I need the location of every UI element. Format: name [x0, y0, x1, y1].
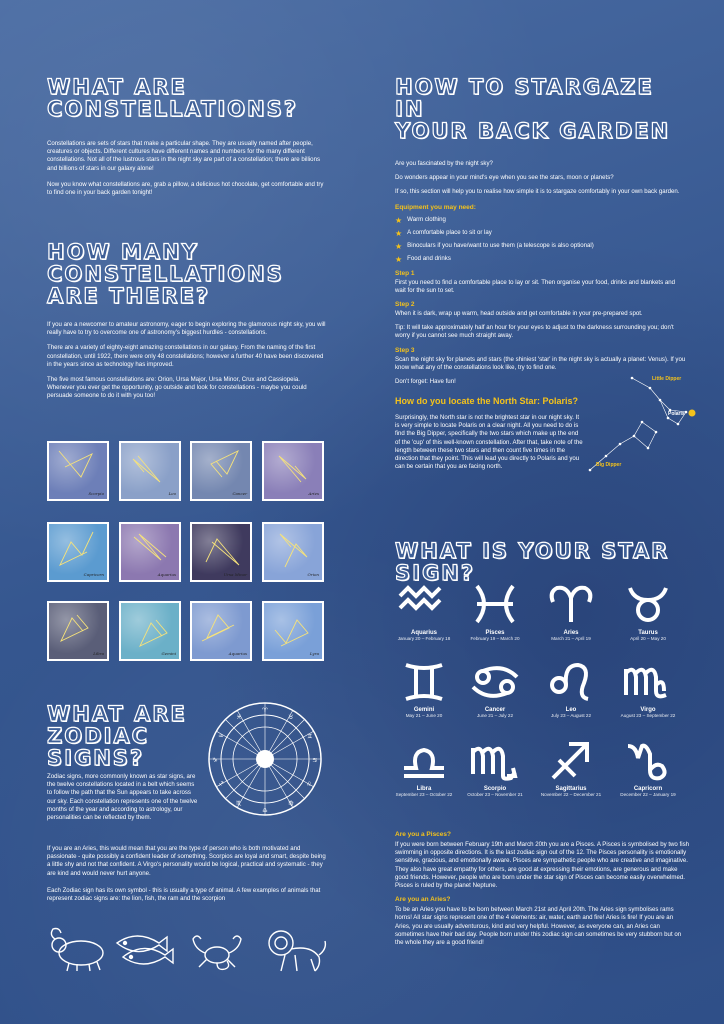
- equipment-item: ★ A comfortable place to sit or lay: [395, 228, 492, 238]
- polaris-label: Polaris: [668, 411, 685, 417]
- capricorn-icon: [620, 738, 676, 784]
- zodiac-paragraph-3: Each Zodiac sign has its own symbol - this is usually a type of animal. A few examples of animals that represent zodiac signs are: the lion, fish, the ram and the scorpion: [47, 886, 321, 903]
- aries-heading: Are you an Aries?: [395, 896, 451, 904]
- equipment-item: ★ Binoculars if you have/want to use them (a telescope is also optional): [395, 241, 594, 251]
- constellation-thumbnail: [47, 522, 109, 582]
- scorpion-icon: [193, 936, 241, 969]
- svg-text:♈: ♈: [262, 707, 268, 714]
- north-star-heading: How do you locate the North Star: Polaris?: [395, 396, 579, 406]
- how-many-title: HOW MANY CONSTELLATIONS ARE THERE?: [47, 240, 284, 308]
- step-1-text: First you need to find a comfortable place to lay or sit. Then organise your food, drinks and blankets and wait for the sun to set.: [395, 278, 676, 294]
- star-sign-capricorn: [608, 738, 688, 797]
- stargaze-paragraph-1: Are you fascinated by the night sky?: [395, 160, 493, 167]
- zodiac-title: WHAT ARE ZODIAC SIGNS?: [47, 702, 187, 770]
- star-icon: ★: [395, 215, 403, 225]
- sagittarius-icon: [543, 738, 599, 784]
- zodiac-paragraph-2: If you are an Aries, this would mean that you are the type of person who is both motivated and passionate - quite possibly a confident leader of something. Scorpios are loyal and smart, despite being a little shy and not that confident. A Virgo's personality would be logical, practical and systematic - they are kind and would never hurt anyone.: [47, 845, 326, 877]
- pisces-section: [395, 831, 689, 947]
- star-sign-name: Pisces: [485, 630, 505, 636]
- constellation-thumbnail: [190, 522, 252, 582]
- constellation-thumbnail: [190, 601, 252, 661]
- star-sign-dates: June 21 – July 22: [476, 713, 513, 718]
- star-sign-dates: August 23 – September 22: [620, 713, 676, 718]
- star-sign-name: Cancer: [484, 707, 506, 713]
- svg-text:♍: ♍: [288, 800, 294, 807]
- star-sign-dates: October 23 – November 21: [467, 792, 523, 797]
- constellation-label: Ursa Minor: [223, 572, 247, 577]
- star-sign-dates: November 22 – December 21: [540, 792, 602, 797]
- libra-icon: [396, 738, 452, 784]
- constellation-label: Scorpio: [88, 491, 104, 496]
- constellation-thumbnail: [262, 441, 324, 501]
- step-2-heading: Step 2: [395, 301, 415, 309]
- constellation-label: Leo: [168, 491, 176, 496]
- star-sign-virgo: [608, 659, 688, 718]
- svg-text:♓: ♓: [236, 714, 242, 721]
- star-icon: ★: [395, 241, 403, 251]
- star-sign-dates: July 23 – August 22: [550, 713, 592, 718]
- star-sign-scorpio: [455, 738, 535, 797]
- how-many-paragraph-2: There are a variety of eighty-eight amazing constellations in our galaxy. From the naming of the first constellation, until 1922, there were only 48 constellations; however a further 40 have been discovered in the years since as technology has improved.: [47, 344, 324, 368]
- svg-text:♏: ♏: [236, 800, 242, 807]
- dipper-diagram: [560, 352, 700, 482]
- constellation-thumbnail: [47, 441, 109, 501]
- star-sign-aries: [531, 582, 611, 641]
- stargaze-paragraph-2: Do wonders appear in your mind's eye when you see the stars, moon or planets?: [395, 174, 614, 182]
- star-sign-gemini: [384, 659, 464, 718]
- star-sign-leo: [531, 659, 611, 718]
- how-many-section: [47, 241, 329, 401]
- stargaze-title: HOW TO STARGAZE IN YOUR BACK GARDEN: [395, 75, 671, 143]
- star-sign-aquarius: [384, 582, 464, 641]
- svg-text:♉: ♉: [288, 714, 294, 721]
- star-sign-dates: April 20 – May 20: [630, 636, 666, 641]
- star-sign-cancer: [455, 659, 535, 718]
- svg-text:♋: ♋: [312, 757, 318, 764]
- how-many-paragraph-3: The five most famous constellations are: Orion, Ursa Major, Ursa Minor, Crux and Cassiopeia. Whenever you ever get the opportunity, go outside and look for constellations - maybe you could persuade someone to do it with you too!: [47, 376, 307, 400]
- step-3-heading: Step 3: [395, 346, 415, 354]
- pisces-icon: [467, 582, 523, 628]
- dont-forget-text: Don't forget: Have fun!: [395, 378, 456, 386]
- svg-text:♊: ♊: [307, 733, 313, 740]
- star-sign-pisces: [455, 582, 535, 641]
- constellation-label: Libra: [93, 651, 104, 656]
- star-sign-name: Sagittarius: [555, 786, 587, 792]
- star-sign-dates: January 20 – February 18: [397, 636, 451, 641]
- aries-icon: [543, 582, 599, 628]
- constellation-label: Orion: [307, 572, 319, 577]
- equipment-list: [395, 216, 687, 264]
- constellation-thumbnail: [119, 522, 181, 582]
- star-sign-name: Virgo: [640, 707, 656, 713]
- lion-icon: [269, 931, 325, 971]
- constellation-label: Aquarius: [228, 651, 247, 656]
- star-sign-name: Capricorn: [633, 786, 663, 792]
- what-are-constellations-section: [47, 76, 329, 197]
- svg-text:♑: ♑: [212, 757, 218, 764]
- tip-text: Tip: It will take approximately half an hour for your eyes to adjust to the darkness surrounding you; don't worry if you cannot see much straight away.: [395, 324, 674, 340]
- star-sign-dates: February 19 – March 20: [470, 636, 520, 641]
- constellations-paragraph-2: Now you know what constellations are, grab a pillow, a delicious hot chocolate, get comfortable and try to find one in your back garden tonight!: [47, 180, 324, 197]
- fish-icon: [117, 936, 173, 964]
- how-many-paragraph-1: If you are a newcomer to amateur astronomy, eager to begin exploring the glamorous night sky, you will really have to try to overcome one of astronomy's biggest hurdles - constellations.: [47, 321, 326, 337]
- star-sign-dates: September 23 – October 22: [395, 792, 453, 797]
- constellation-label: Capricorn: [83, 572, 104, 577]
- constellation-thumbnail: [262, 522, 324, 582]
- north-star-text: Surprisingly, the North star is not the brightest star in our night sky. It is very simple to locate Polaris on a clear night. All you need to do is find the Big Dipper, specifically the two stars which make up the end of the 'cup' of this well-known constellation. After that, take note of the length between these two stars and then count five times in the direction that they point. This will lead you directly to Polaris and you can be certain that you are facing north.: [395, 414, 583, 471]
- constellation-thumbnail: [119, 601, 181, 661]
- constellation-label: Aquarius: [157, 572, 176, 577]
- polaris-star-icon: [689, 410, 696, 417]
- svg-text:♒: ♒: [218, 733, 224, 740]
- step-2-text: When it is dark, wrap up warm, head outside and get comfortable in your pre-prepared spot.: [395, 310, 643, 318]
- big-dipper-label: Big Dipper: [596, 462, 622, 468]
- what-are-constellations-title: WHAT ARE CONSTELLATIONS?: [47, 75, 298, 121]
- star-sign-name: Aries: [563, 630, 579, 636]
- star-sign-dates: March 21 – April 19: [551, 636, 591, 641]
- star-sign-name: Gemini: [413, 707, 435, 713]
- star-sign-title: WHAT IS YOUR STAR SIGN?: [395, 539, 670, 585]
- aquarius-icon: [396, 582, 452, 628]
- cancer-icon: [467, 659, 523, 705]
- star-sign-name: Scorpio: [483, 786, 507, 792]
- star-sign-name: Taurus: [638, 630, 658, 636]
- star-sign-sagittarius: [531, 738, 611, 797]
- star-sign-dates: May 21 – June 20: [405, 713, 443, 718]
- star-icon: ★: [395, 254, 403, 264]
- step-3-text: Scan the night sky for planets and stars (the shiniest 'star' in the night sky is actually a planet: Venus). If you know what any of the constellations look like, try to find one.: [395, 355, 686, 371]
- pisces-text: If you were born between February 19th and March 20th you are a Pisces. A Pisces is symbolised by two fish swimming in opposite directions. It is the last zodiac sign out of the 12. The Pisces personality is emotionally sensitive, gracious, and emotionally aware. Pisces are sympathetic people who are creative and imaginative. They also have great empathy for others, are good at expressing their emotions, are generous and make good friends. However, people who are born under the star sign of Pisces can become easily overwhelmed. Pisces is ruled by the planet Neptune.: [395, 841, 690, 890]
- little-dipper-label: Little Dipper: [652, 376, 682, 382]
- constellation-label: Aries: [308, 491, 319, 496]
- constellation-label: Cancer: [232, 491, 247, 496]
- virgo-icon: [620, 659, 676, 705]
- svg-text:♎: ♎: [262, 807, 268, 814]
- star-sign-name: Leo: [565, 707, 577, 713]
- svg-text:♌: ♌: [306, 781, 312, 788]
- star-sign-name: Libra: [416, 786, 432, 792]
- leo-icon: [543, 659, 599, 705]
- zodiac-wheel-icon: [206, 700, 324, 818]
- constellations-paragraph-1: Constellations are sets of stars that make a particular shape. They are usually named after people, creatures or objects. Different cultures have different names and numbers for the many different constellations. Not all of the lustrous stars in the night sky are part of a constellation; there are billions and billions of stars in our galaxy alone!: [47, 140, 321, 172]
- constellation-thumbnail: [119, 441, 181, 501]
- star-sign-title-block: [395, 540, 695, 584]
- aries-text: To be an Aries you have to be born between March 21st and April 20th. The Aries sign symbolises rams horns! All star signs represent one of the 4 elements: air, water, earth and fire! Aries is fire! If you are an Aries, you are usually adventurous, kind and very helpful. However, as everyone can, an Aries can sometimes have their bad day. People born under this zodiac sign can sometimes be very stubborn but on the whole they are a good friend!: [395, 906, 682, 947]
- pisces-heading: Are you a Pisces?: [395, 831, 451, 838]
- equipment-item: ★ Warm clothing: [395, 215, 446, 225]
- constellation-label: Gemini: [161, 651, 176, 656]
- zodiac-intro: [47, 773, 199, 822]
- zodiac-body: [47, 845, 329, 903]
- scorpio-icon: [467, 738, 523, 784]
- constellation-thumbnail: [47, 601, 109, 661]
- star-sign-taurus: [608, 582, 688, 641]
- star-sign-libra: [384, 738, 464, 797]
- constellation-thumbnail: [190, 441, 252, 501]
- star-sign-name: Aquarius: [410, 630, 437, 636]
- zodiac-animals-illustration: [45, 925, 330, 973]
- stargaze-section: [395, 76, 687, 386]
- equipment-heading: Equipment you may need:: [395, 203, 476, 211]
- stargaze-paragraph-3: If so, this section will help you to realise how simple it is to stargaze comfortably in your own back garden.: [395, 188, 680, 196]
- gemini-icon: [396, 659, 452, 705]
- step-1-heading: Step 1: [395, 269, 415, 277]
- star-sign-dates: December 22 – January 19: [620, 792, 676, 797]
- zodiac-paragraph-1: Zodiac signs, more commonly known as star signs, are the twelve constellations located in a belt which seems to follow the path that the Sun appears to take across our sky. Each constellation represents one of the twelve months of the year and according to astrology, our personalities can be reflected by them.: [47, 773, 198, 822]
- equipment-item: ★ Food and drinks: [395, 254, 451, 264]
- constellation-thumbnail: [262, 601, 324, 661]
- svg-text:♐: ♐: [218, 781, 224, 788]
- taurus-icon: [620, 582, 676, 628]
- ram-icon: [51, 929, 103, 972]
- constellation-label: Lyra: [309, 651, 319, 656]
- star-icon: ★: [395, 228, 403, 238]
